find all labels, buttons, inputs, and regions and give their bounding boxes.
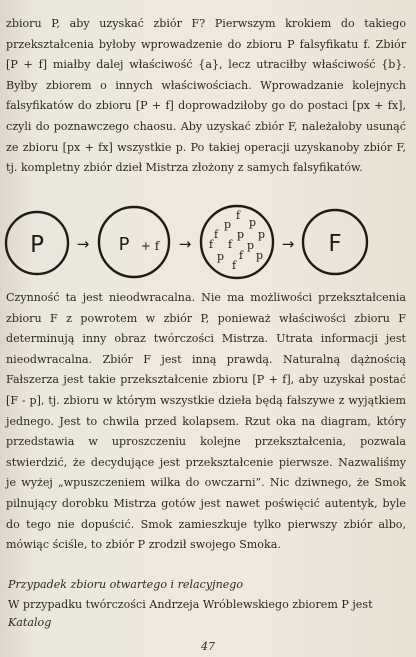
mix-letter: p (224, 218, 232, 231)
mix-letter: p (237, 228, 245, 241)
paragraph-2 (6, 288, 406, 556)
arrow-1: → (76, 235, 90, 253)
circle-f (303, 210, 367, 274)
mix-letter: f (228, 238, 233, 251)
mix-letter: f (232, 259, 237, 272)
paragraph-3 (8, 596, 404, 632)
paragraph-3-italic: Katalog (8, 616, 52, 629)
paragraph-1 (6, 14, 406, 179)
mix-letter: p (258, 228, 266, 241)
mix-letter: p (256, 249, 264, 262)
mix-letter: f (209, 238, 214, 251)
paragraph-3-text: W przypadku twórczości Andrzeja Wróblewskiego zbiorem P jest (8, 598, 373, 611)
set-transformation-diagram (0, 196, 416, 286)
circle-p-plus-f (99, 207, 169, 277)
circle-p-plus-f-suffix: + f (140, 239, 160, 253)
mix-letter: f (236, 209, 241, 222)
arrow-2: → (178, 235, 192, 253)
mix-letter: p (249, 216, 257, 229)
paragraph-1-text: zbioru P, aby uzyskać zbiór F? Pierwszym krokiem do takiego przekształcenia byłoby wprowadzenie do zbioru P falsyfikatu f. Zbiór [P + f] miałby dalej właściwość {a}, lecz utraciłby właściwość {b}. Byłby zbiorem o innych właściwościach. Wprowadzanie kolejnych falsyfikatów do zbioru [P + f] doprowadziłoby go do postaci [px + fx], czyli do poznawczego chaosu. Aby uzyskać zbiór F, należałoby usunąć ze zbioru [px + fx] wszystkie p. Po takiej operacji uzyskanoby zbiór F, tj. kompletny zbiór dzieł Mistrza złożony z samych falsyfikatów. (6, 17, 406, 175)
page-number: 47 (201, 640, 215, 653)
circle-f-label: F (328, 231, 342, 257)
circle-p (6, 212, 68, 274)
mix-letter: p (247, 239, 255, 252)
arrow-3: → (281, 235, 295, 253)
mix-letter: f (214, 228, 219, 241)
circle-p-plus-f-p: P (118, 234, 130, 255)
circle-p-label: P (30, 232, 44, 258)
mix-letter: p (217, 250, 225, 263)
circle-mixed-px-fx (201, 206, 273, 278)
mix-letter: f (239, 249, 244, 262)
paragraph-2-text: Czynność ta jest nieodwracalna. Nie ma możliwości przekształcenia zbioru F z powrotem w zbiór P, ponieważ właściwości zbioru F determinują inny obraz twórczości Mistrza. Utrata informacji jest nieodwracalna. Zbiór F jest inną prawdą. Naturalną dążnością Fałszerza jest takie przekształcenie zbioru [P + f], aby uzyskał postać [F - p], tj. zbioru w którym wszystkie dzieła będą fałszywe z wyjątkiem jednego. Jest to chwila przed kolapsem. Rzut oka na diagram, który przedstawia w uproszczeniu kolejne przekształcenia, pozwala stwierdzić, że decydujące jest przekształcenie pierwsze. Nazwaliśmy je wyżej „wpuszczeniem wilka do owczarni”. Nic dziwnego, że Smok pilnujący dorobku Mistrza gotów jest nawet poświęcić autentyk, byle do tego nie dopuścić. Smok zamieszkuje tylko pierwszy zbiór albo, mówiąc ściśle, to zbiór P zrodził swojego Smoka. (6, 291, 406, 552)
section-heading: Przypadek zbioru otwartego i relacyjnego (8, 578, 244, 591)
